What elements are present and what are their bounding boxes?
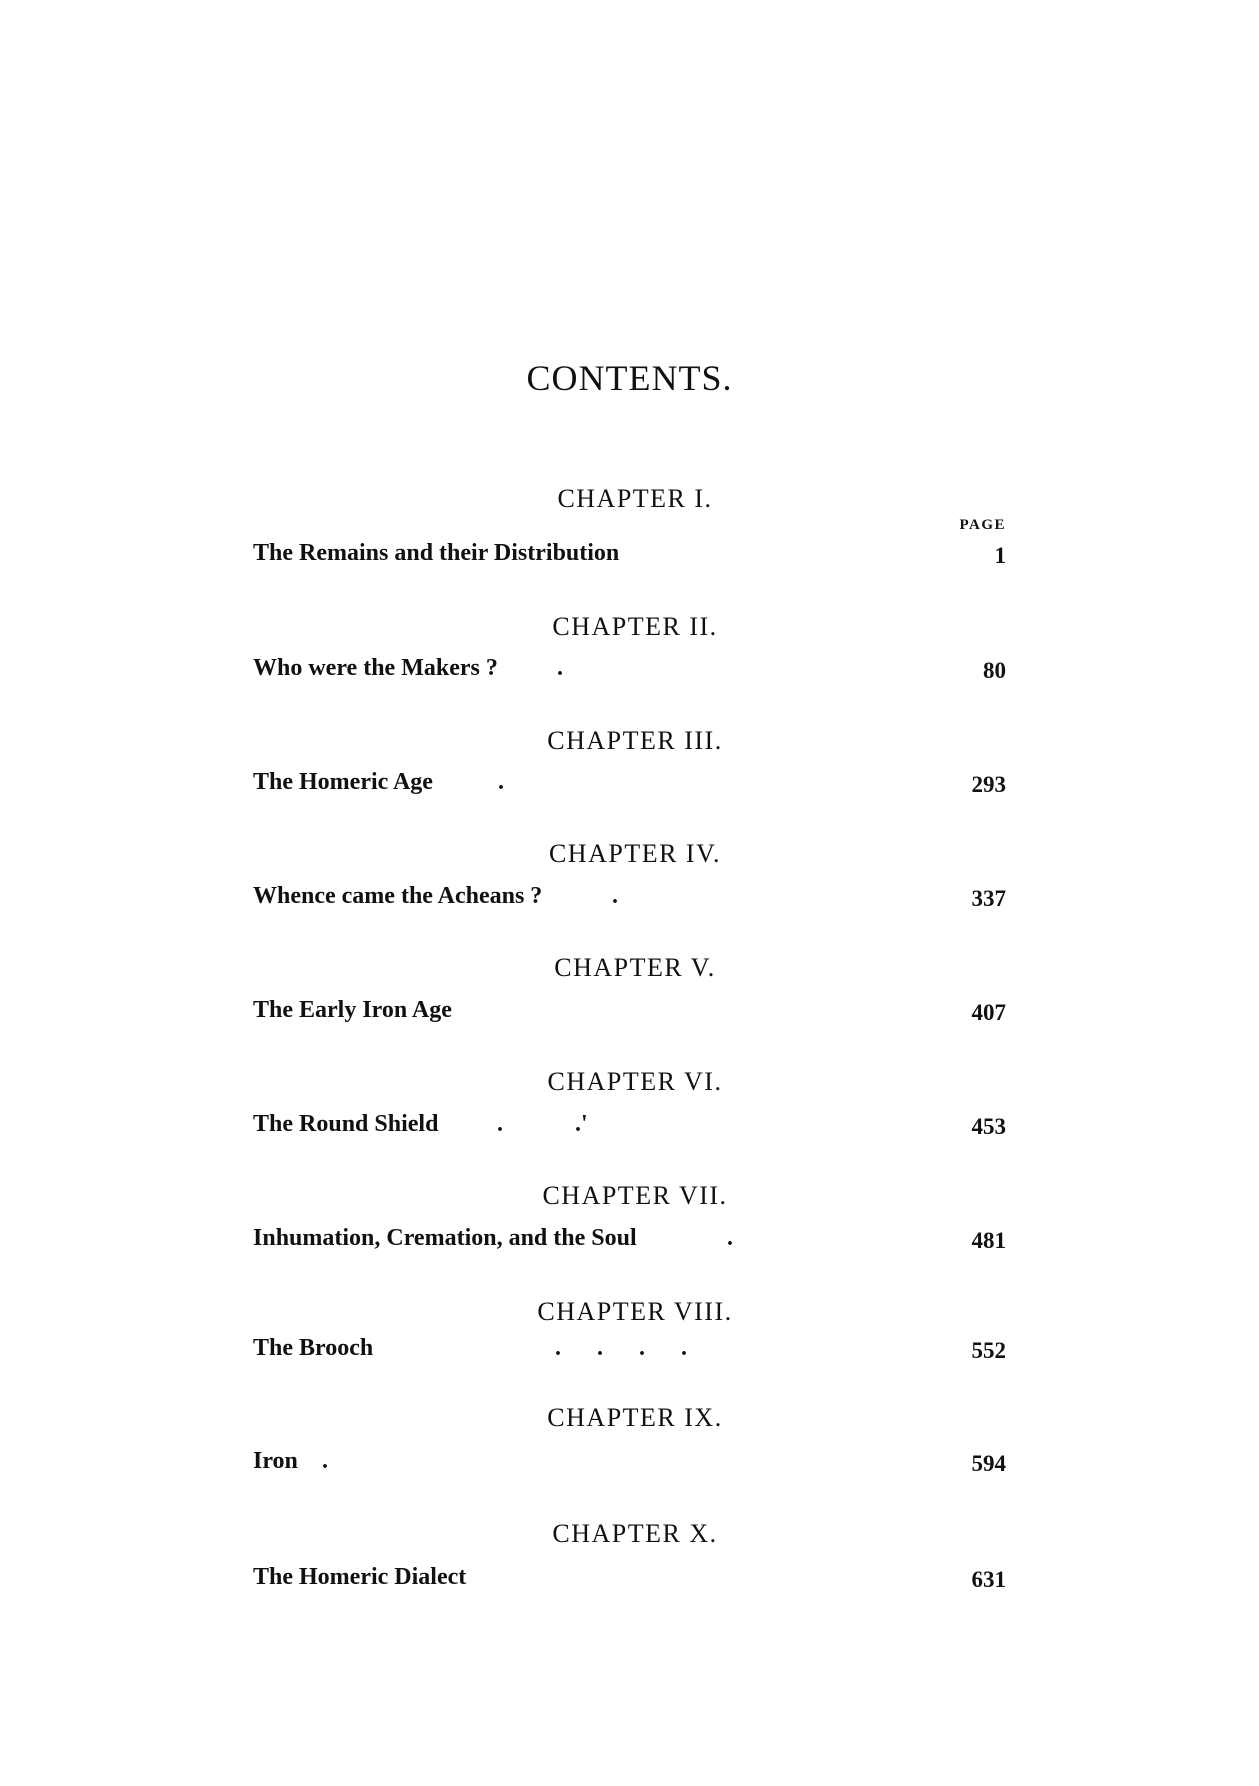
chapter-heading: CHAPTER VI.	[547, 1067, 723, 1096]
chapter-page-number: 293	[971, 772, 1006, 797]
chapter-heading: CHAPTER X.	[552, 1519, 718, 1548]
chapter-page-number: 407	[971, 1000, 1006, 1025]
chapter-heading: CHAPTER IX.	[547, 1403, 723, 1432]
chapter-heading: CHAPTER VIII.	[537, 1297, 733, 1326]
chapter-page-number: 337	[971, 886, 1006, 911]
chapter-title: Who were the Makers ?	[253, 655, 498, 681]
leader-dots: .	[727, 1225, 733, 1251]
leader-dots: . .'	[497, 1111, 588, 1137]
chapter-page-number: 631	[971, 1567, 1006, 1592]
chapter-title: The Homeric Dialect	[253, 1564, 467, 1590]
page-column-label: PAGE	[959, 517, 1006, 533]
chapter-page-number: 453	[971, 1114, 1006, 1139]
chapter-title: The Homeric Age	[253, 769, 433, 795]
leader-dots: .	[498, 769, 504, 795]
chapter-heading: CHAPTER III.	[547, 726, 723, 755]
chapter-heading: CHAPTER II.	[552, 612, 718, 641]
leader-dots: .	[612, 883, 618, 909]
chapter-page-number: 1	[994, 543, 1006, 568]
chapter-title: The Early Iron Age	[253, 997, 452, 1023]
chapter-heading: CHAPTER V.	[554, 953, 716, 982]
leader-dots: . . . .	[555, 1335, 687, 1361]
chapter-heading: CHAPTER VII.	[542, 1181, 728, 1210]
chapter-heading: CHAPTER I.	[557, 484, 713, 513]
chapter-page-number: 552	[971, 1338, 1006, 1363]
chapter-title: Inhumation, Cremation, and the Soul	[253, 1225, 637, 1251]
leader-dots: .	[322, 1448, 328, 1474]
chapter-page-number: 80	[983, 658, 1006, 683]
page-title: CONTENTS.	[526, 358, 733, 398]
chapter-heading: CHAPTER IV.	[548, 839, 722, 868]
chapter-title: The Brooch	[253, 1335, 374, 1361]
leader-dots: .	[557, 655, 563, 681]
chapter-title: The Remains and their Distribution	[253, 540, 620, 566]
chapter-title: The Round Shield	[253, 1111, 439, 1137]
chapter-page-number: 594	[971, 1451, 1006, 1476]
chapter-title: Whence came the Acheans ?	[253, 883, 543, 909]
chapter-page-number: 481	[971, 1228, 1006, 1253]
chapter-title: Iron	[253, 1448, 298, 1474]
